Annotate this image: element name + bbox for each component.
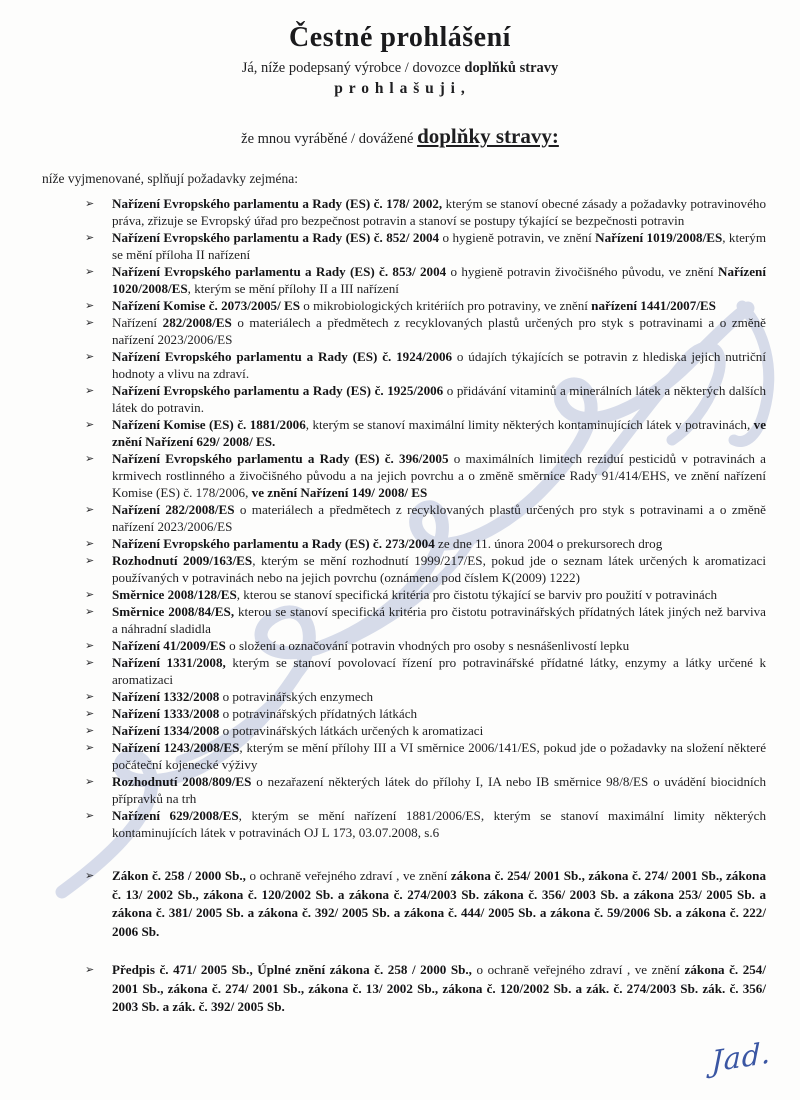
list-item [85,603,766,637]
arrow-bullet-icon: ➢ [85,588,95,601]
list-item [85,535,766,552]
arrow-bullet-icon: ➢ [85,724,95,737]
list-item [85,867,766,941]
list-item-text: Nařízení Evropského parlamentu a Rady (ES) č. 852/ 2004 o hygieně potravin, ve znění Nařízení 1019/2008/ES, kterým se mění příloha II nařízení [112,230,767,262]
arrow-bullet-icon: ➢ [85,537,95,550]
arrow-bullet-icon: ➢ [85,690,95,703]
list-item [85,705,766,722]
lead-prefix: že mnou vyráběné / dovážené [241,131,418,147]
list-item-text: Nařízení 1332/2008 o potravinářských enzymech [112,689,374,704]
arrow-bullet-icon: ➢ [85,656,95,669]
list-item-text: Nařízení Evropského parlamentu a Rady (ES) č. 396/2005 o maximálních limitech reziduí pesticidů v potravinách a krmivech rostlinného a živočišného původu a na jejich povrchu a o změně směrnice Rady 91/414/EHS, ve znění nařízení Komise (ES) č. 178/2006, ve znění Nařízení 149/ 2008/ ES [112,451,766,500]
list-item-text: Nařízení 1334/2008 o potravinářských látkách určených k aromatizaci [112,723,484,738]
arrow-bullet-icon: ➢ [85,707,95,720]
list-item [85,688,766,705]
lead-line [0,124,800,149]
list-item-text: Nařízení 41/2009/ES o složení a označování potravin vhodných pro osoby s nesnášenlivostí lepku [112,638,630,653]
list-item [85,297,766,314]
list-item-text: Nařízení Evropského parlamentu a Rady (ES) č. 1925/2006 o přidávání vitaminů a minerálních látek a některých dalších látek do potravin. [112,383,766,415]
arrow-bullet-icon: ➢ [85,231,95,244]
list-item [85,348,766,382]
list-item-text: Nařízení Komise č. 2073/2005/ ES o mikrobiologických kritériích pro potraviny, ve znění nařízení 1441/2007/ES [112,298,716,313]
arrow-bullet-icon: ➢ [85,299,95,312]
list-item [85,739,766,773]
handwritten-signature: Jad. [711,1034,772,1080]
arrow-bullet-icon: ➢ [85,554,95,567]
list-item-text: Nařízení 282/2008/ES o materiálech a předmětech z recyklovaných plastů určených pro styk s potravinami a o změně nařízení 2023/2006/ES [112,502,766,534]
list-item-text: Nařízení 1243/2008/ES, kterým se mění přílohy III a VI směrnice 2006/141/ES, pokud jde o požadavky na složení některé počáteční kojenecké výživy [112,740,767,772]
list-item-text: Nařízení 1333/2008 o potravinářských přídatných látkách [112,706,418,721]
arrow-bullet-icon: ➢ [85,869,95,882]
arrow-bullet-icon: ➢ [85,639,95,652]
intro-line: níže vyjmenované, splňují požadavky zejména: [42,171,299,186]
list-item-text: Rozhodnutí 2009/163/ES, kterým se mění rozhodnutí 1999/217/ES, pokud jde o seznam látek určených k aromatizaci používaných v potravinách nebo na jejich povrchu (oznámeno pod číslem K(2009) 1222) [112,553,766,585]
list-item-text: Rozhodnutí 2008/809/ES o nezařazení některých látek do přílohy I, IA nebo IB směrnice 98/8/ES o uvádění biocidních přípravků na trh [112,774,766,806]
declare-word: p r o h l a š u j i , [334,80,466,97]
list-item-text: Nařízení 282/2008/ES o materiálech a předmětech z recyklovaných plastů určených pro styk s potravinami a o změně nařízení 2023/2006/ES [112,315,766,347]
arrow-bullet-icon: ➢ [85,741,95,754]
list-item-text: Nařízení Komise (ES) č. 1881/2006, kterým se stanoví maximální limity některých kontaminujících látek v potravinách, ve znění Nařízení 629/ 2008/ ES. [112,417,767,449]
list-item [85,314,766,348]
arrow-bullet-icon: ➢ [85,452,95,465]
list-item [85,229,766,263]
law-list [0,867,800,1017]
page-title: Čestné prohlášení [289,22,511,53]
list-item-text: Nařízení 629/2008/ES, kterým se mění nařízení 1881/2006/ES, kterým se stanoví maximální limity některých kontaminujících látek v potravinách OJ L 173, 03.07.2008, s.6 [112,808,766,840]
list-item-text: Směrnice 2008/128/ES, kterou se stanoví specifická kritéria pro čistotu týkající se barviv pro použití v potravinách [112,587,718,602]
list-item [85,961,766,1017]
list-item-text: Nařízení Evropského parlamentu a Rady (ES) č. 853/ 2004 o hygieně potravin živočišného původu, ve znění Nařízení 1020/2008/ES, kterým se mění přílohy II a III nařízení [112,264,766,296]
list-item [85,501,766,535]
list-item-text: Nařízení Evropského parlamentu a Rady (ES) č. 1924/2006 o údajích týkajících se potravin z hlediska jejich nutriční hodnoty a vlivu na zdraví. [112,349,766,381]
list-item [85,586,766,603]
arrow-bullet-icon: ➢ [85,316,95,329]
list-item [85,450,766,501]
list-item-text: Zákon č. 258 / 2000 Sb., o ochraně veřejného zdraví , ve znění zákona č. 254/ 2001 Sb., zákona č. 274/ 2001 Sb., zákona č. 13/ 2002 Sb., zákona č. 120/2002 Sb. a zákona č. 274/2003 Sb. zákona č. 356/ 2003 Sb. a zákona 253/ 2005 Sb. a zákona č. 381/ 2005 Sb. a zákona č. 392/ 2005 Sb. a zákona č. 444/ 2005 Sb. a zákona č. 59/2006 Sb. a zákona č. 222/ 2006 Sb. [112,868,766,939]
list-item [85,195,766,229]
list-item-text: Předpis č. 471/ 2005 Sb., Úplné znění zákona č. 258 / 2000 Sb., o ochraně veřejného zdraví , ve znění zákona č. 254/ 2001 Sb., zákona č. 274/ 2001 Sb., zákona č. 13/ 2002 Sb., zákona č. 120/2002 Sb. a zák. č. 274/2003 Sb. zák. č. 356/ 2003 Sb. a zák. č. 392/ 2005 Sb. [112,962,766,1014]
arrow-bullet-icon: ➢ [85,503,95,516]
list-item [85,382,766,416]
arrow-bullet-icon: ➢ [85,384,95,397]
declaration-subtitle [0,60,800,77]
list-item-text: Nařízení Evropského parlamentu a Rady (ES) č. 178/ 2002, kterým se stanoví obecné zásady a požadavky potravinového práva, zřizuje se Evropský úřad pro bezpečnost potravin a stanoví se postupy týkající se bezpečnosti potravin [112,196,767,228]
list-item [85,552,766,586]
list-item-text: Nařízení Evropského parlamentu a Rady (ES) č. 273/2004 ze dne 11. února 2004 o prekursorech drog [112,536,663,551]
arrow-bullet-icon: ➢ [85,265,95,278]
list-item [85,807,766,841]
lead-bold: doplňky stravy: [417,124,559,148]
list-item-text: Směrnice 2008/84/ES, kterou se stanoví specifická kritéria pro čistotu potravinářských přídatných látek jiných než barviva a náhradní sladidla [112,604,766,636]
subtitle-bold: doplňků stravy [464,60,559,76]
arrow-bullet-icon: ➢ [85,809,95,822]
arrow-bullet-icon: ➢ [85,963,95,976]
arrow-bullet-icon: ➢ [85,775,95,788]
list-item [85,263,766,297]
list-item-text: Nařízení 1331/2008, kterým se stanoví povolovací řízení pro potravinářské přídatné látky, enzymy a látky určené k aromatizaci [112,655,766,687]
arrow-bullet-icon: ➢ [85,350,95,363]
document-header [0,0,800,149]
arrow-bullet-icon: ➢ [85,605,95,618]
subtitle-prefix: Já, níže podepsaný výrobce / dovozce [241,60,465,76]
list-item [85,416,766,450]
list-item [85,722,766,739]
regulation-list [0,195,800,841]
list-item [85,637,766,654]
arrow-bullet-icon: ➢ [85,418,95,431]
arrow-bullet-icon: ➢ [85,197,95,210]
list-item [85,654,766,688]
list-item [85,773,766,807]
